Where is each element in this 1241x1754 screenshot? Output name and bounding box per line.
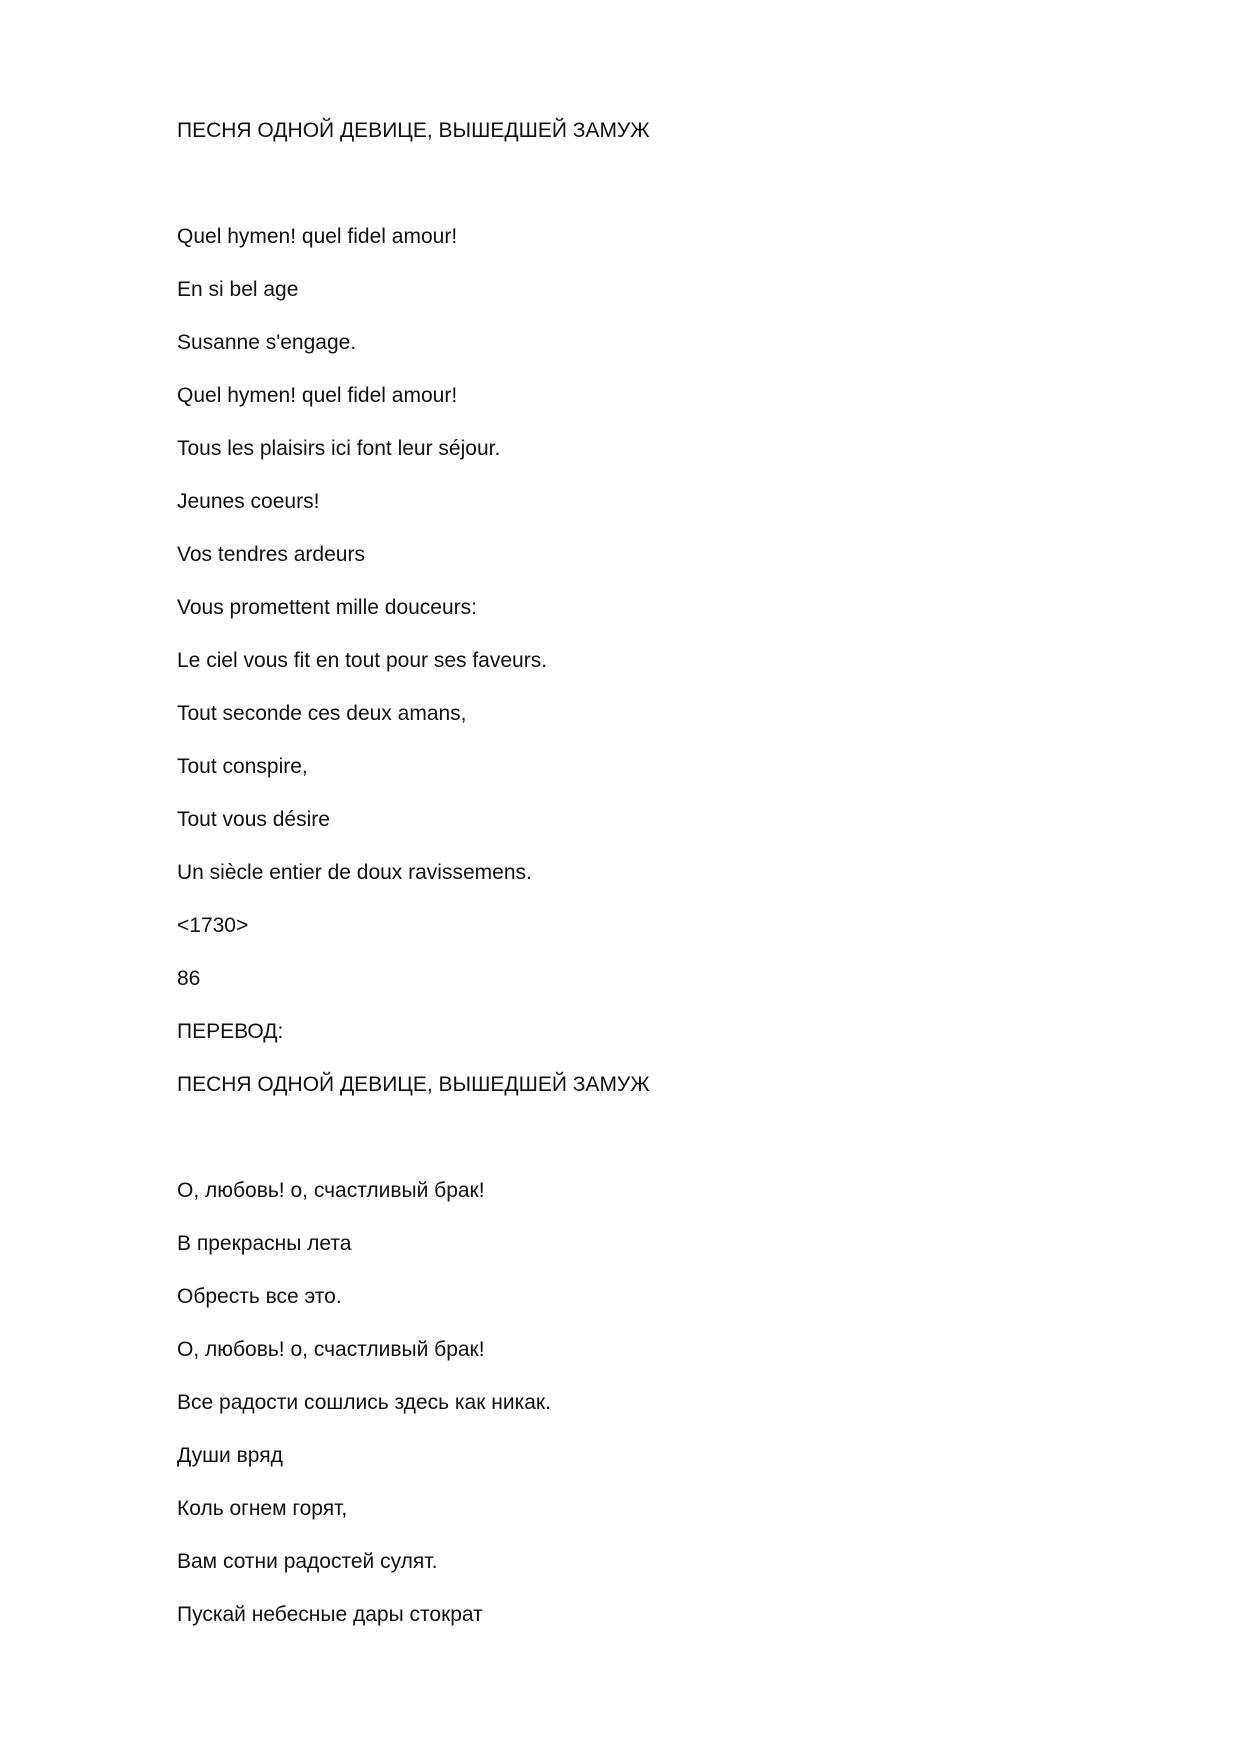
poem-number: 86 [177,967,201,990]
translation-line-9: Пускай небесные дары стократ [177,1603,483,1626]
translation-line-6: Души вряд [177,1444,283,1467]
original-line-4: Quel hymen! quel fidel amour! [177,384,458,407]
original-line-7: Vos tendres ardeurs [177,543,365,566]
translation-title: ПЕСНЯ ОДНОЙ ДЕВИЦЕ, ВЫШЕДШЕЙ ЗАМУЖ [177,1073,650,1096]
translation-heading: ПЕРЕВОД: [177,1020,284,1043]
original-line-2: En si bel age [177,278,299,301]
original-line-13: Un siècle entier de doux ravissemens. [177,861,532,884]
translation-line-3: Обресть все это. [177,1285,342,1308]
original-line-6: Jeunes coeurs! [177,490,320,513]
translation-line-1: О, любовь! о, счастливый брак! [177,1179,485,1202]
translation-line-2: В прекрасны лета [177,1232,352,1255]
poem-date: <1730> [177,914,249,937]
original-line-1: Quel hymen! quel fidel amour! [177,225,458,248]
original-line-3: Susanne s'engage. [177,331,357,354]
translation-line-5: Все радости сошлись здесь как никак. [177,1391,551,1414]
original-line-9: Le ciel vous fit en tout pour ses faveurs. [177,649,548,672]
original-line-8: Vous promettent mille douceurs: [177,596,477,619]
translation-line-8: Вам сотни радостей сулят. [177,1550,438,1573]
translation-line-7: Коль огнем горят, [177,1497,348,1520]
original-line-5: Tous les plaisirs ici font leur séjour. [177,437,501,460]
original-line-11: Tout conspire, [177,755,308,778]
original-line-12: Tout vous désire [177,808,330,831]
original-title: ПЕСНЯ ОДНОЙ ДЕВИЦЕ, ВЫШЕДШЕЙ ЗАМУЖ [177,119,650,142]
translation-line-4: О, любовь! о, счастливый брак! [177,1338,485,1361]
original-line-10: Tout seconde ces deux amans, [177,702,467,725]
